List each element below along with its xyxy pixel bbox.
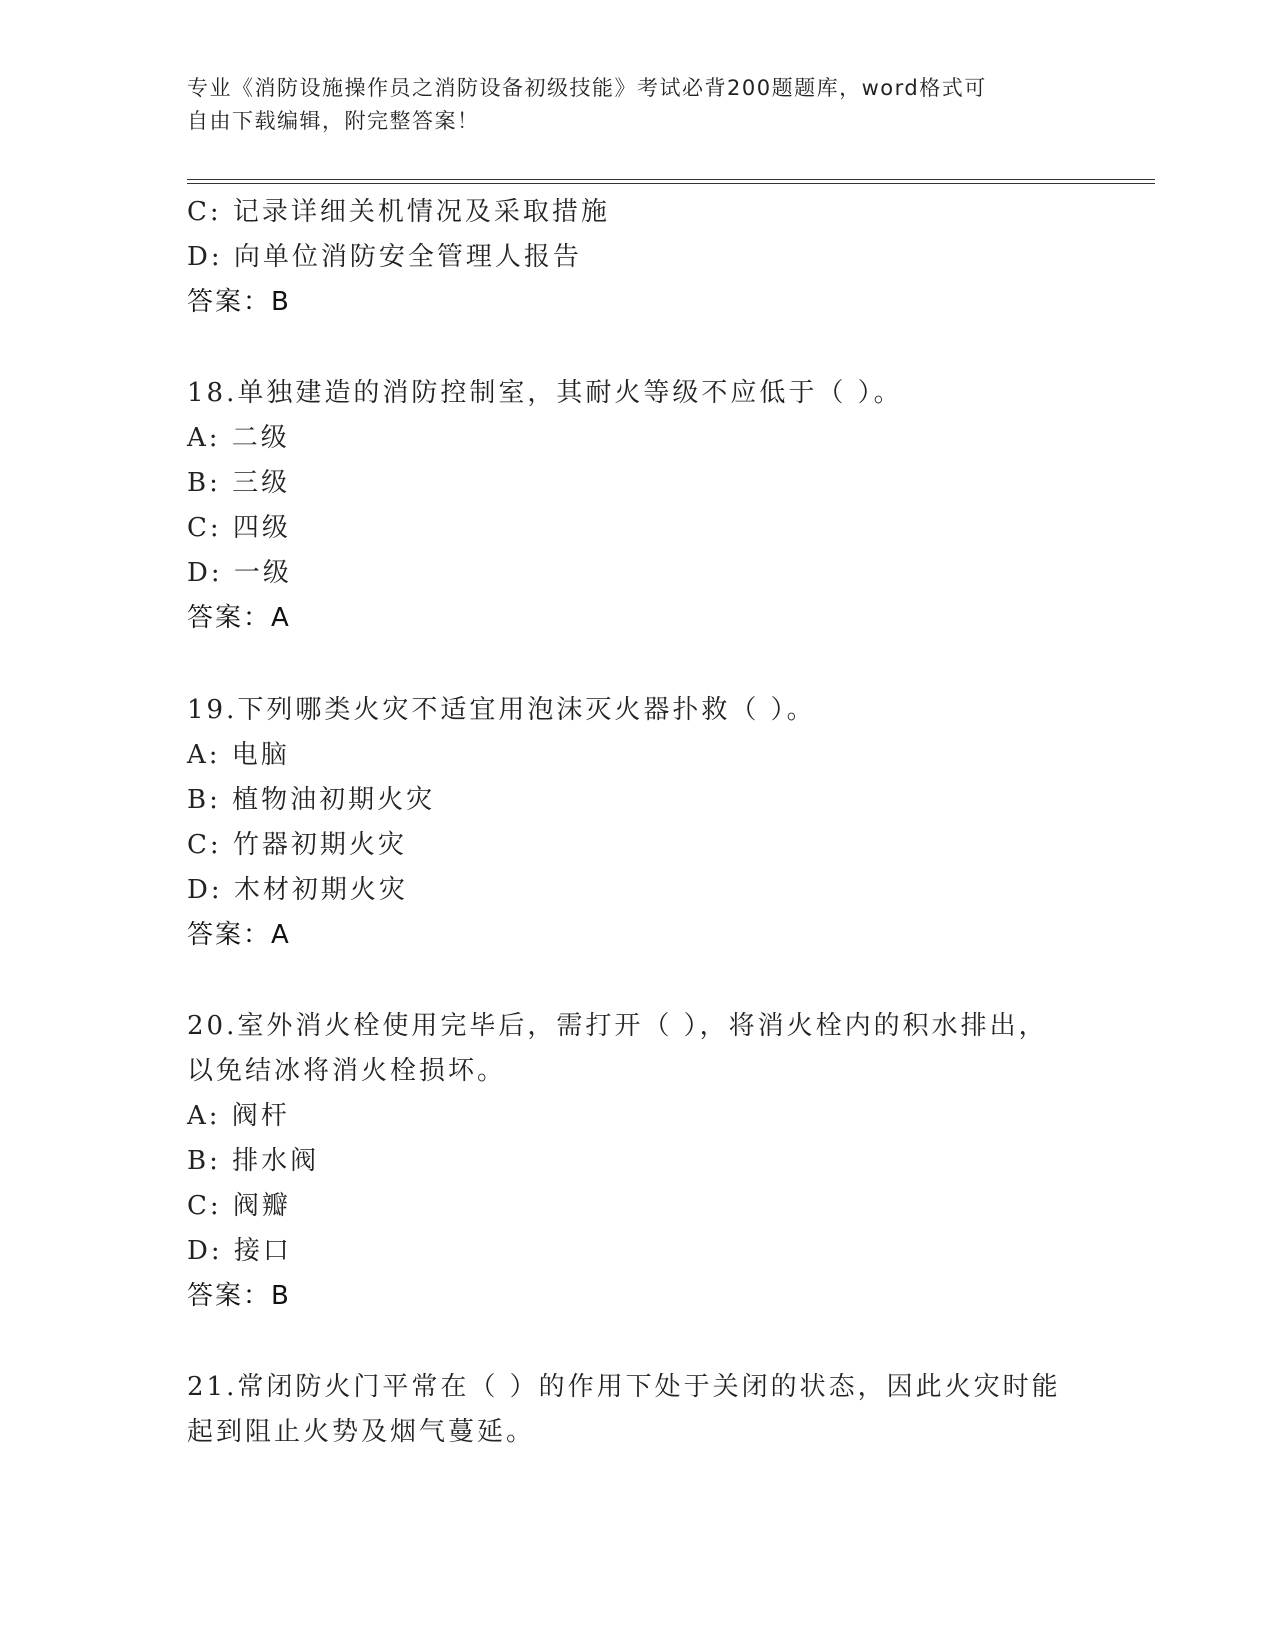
q20-answer: 答案：B xyxy=(187,1281,291,1311)
q19-stem: 19.下列哪类火灾不适宜用泡沫灭火器扑救（ ）。 xyxy=(187,695,816,725)
q19-option-d: D: 木材初期火灾 xyxy=(187,875,408,905)
q18-option-c: C: 四级 xyxy=(187,513,291,543)
q19-answer: 答案：A xyxy=(187,920,291,950)
q20-option-d: D: 接口 xyxy=(187,1236,292,1266)
q18-answer: 答案：A xyxy=(187,603,291,633)
q18-option-b: B: 三级 xyxy=(187,468,291,498)
header-line-2: 自由下载编辑，附完整答案！ xyxy=(187,109,480,133)
q18-option-a: A: 二级 xyxy=(187,423,290,453)
q18-option-d: D: 一级 xyxy=(187,558,292,588)
q19-option-c: C: 竹器初期火灾 xyxy=(187,830,407,860)
q17-option-d: D: 向单位消防安全管理人报告 xyxy=(187,242,582,272)
q20-option-a: A: 阀杆 xyxy=(187,1101,290,1131)
header-divider-top xyxy=(187,179,1155,180)
q21-stem-line-2: 起到阻止火势及烟气蔓延。 xyxy=(187,1417,536,1447)
q19-option-a: A: 电脑 xyxy=(187,740,290,770)
document-header xyxy=(187,72,1087,138)
q17-option-c: C: 记录详细关机情况及采取措施 xyxy=(187,197,610,227)
q17-answer: 答案：B xyxy=(187,287,291,317)
q21-stem-line-1: 21.常闭防火门平常在（ ）的作用下处于关闭的状态，因此火灾时能 xyxy=(187,1372,1061,1402)
q20-stem-line-2: 以免结冰将消火栓损坏。 xyxy=(187,1056,507,1086)
q20-stem-line-1: 20.室外消火栓使用完毕后，需打开（ ），将消火栓内的积水排出， xyxy=(187,1011,1048,1041)
q18-stem: 18.单独建造的消防控制室，其耐火等级不应低于（ ）。 xyxy=(187,378,903,408)
q20-option-c: C: 阀瓣 xyxy=(187,1191,291,1221)
header-divider-bottom xyxy=(187,183,1155,184)
q19-option-b: B: 植物油初期火灾 xyxy=(187,785,436,815)
q20-option-b: B: 排水阀 xyxy=(187,1146,320,1176)
header-line-1: 专业《消防设施操作员之消防设备初级技能》考试必背200题题库，word格式可 xyxy=(187,76,987,100)
